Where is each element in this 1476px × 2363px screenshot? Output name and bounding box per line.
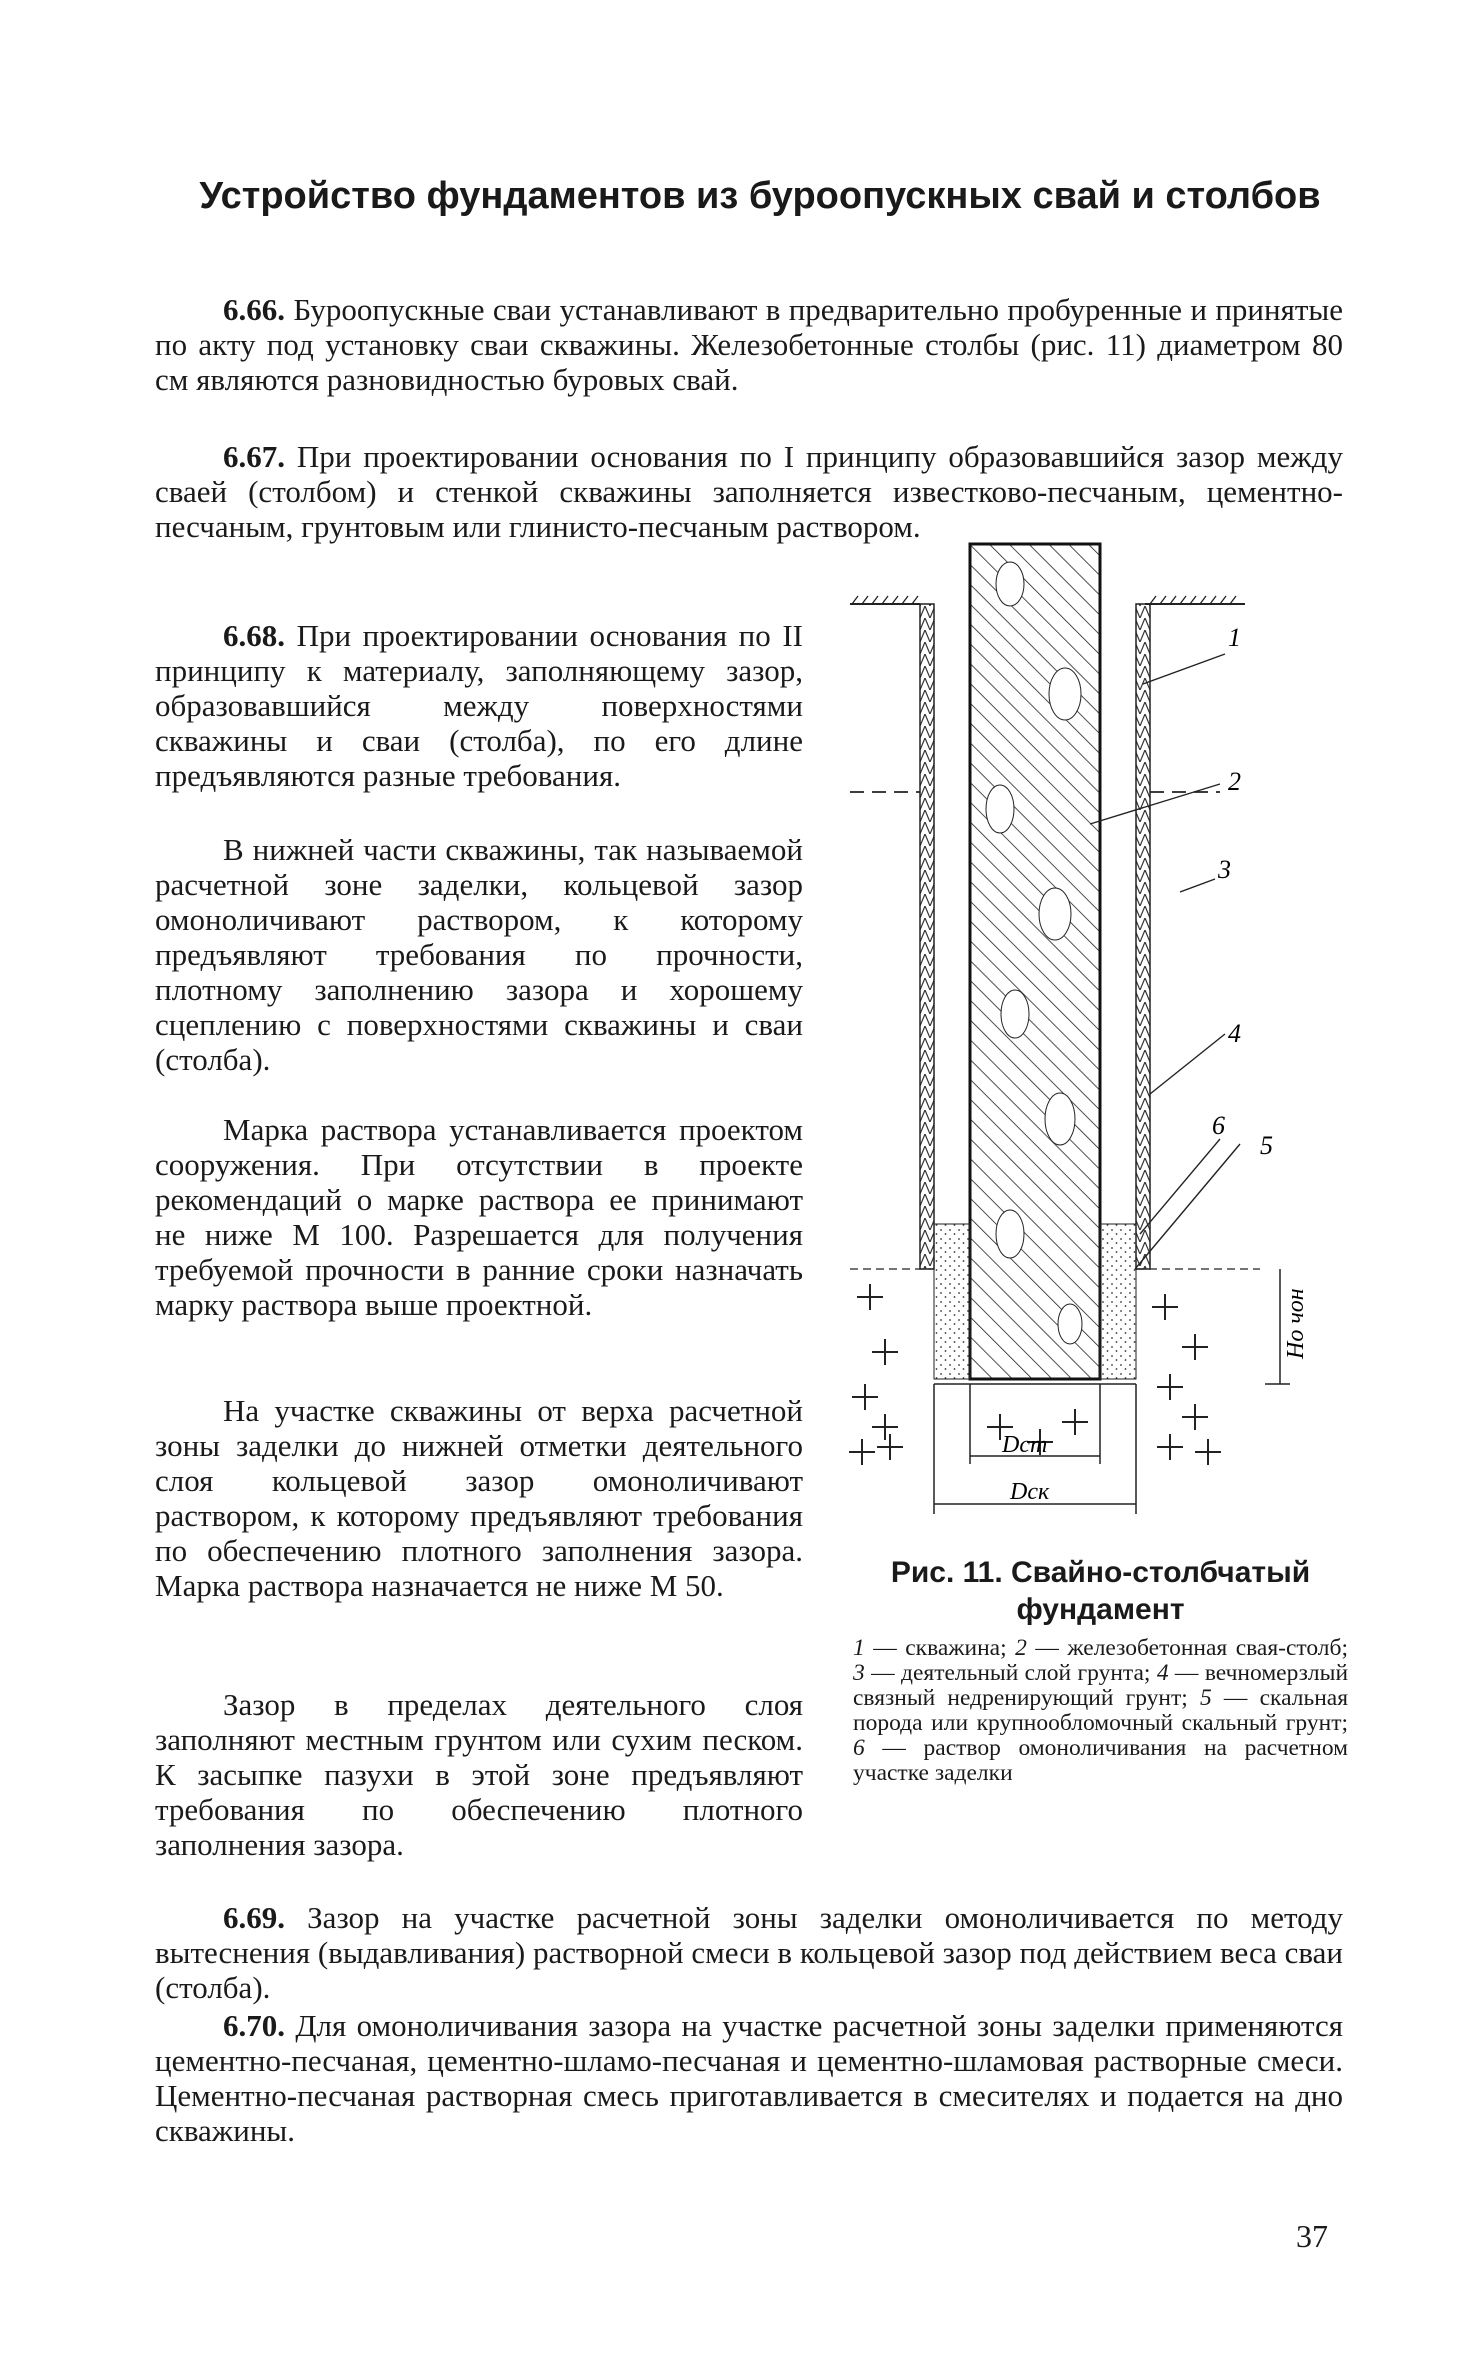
paragraph-text: Буроопускные сваи устанавливают в предварительно пробуренные и принятые по акту под установку сваи скважины. Железобетонные столбы (рис. 11) диаметром 80 см являются разновидностью буровых свай.	[155, 292, 1344, 397]
dim-column-diameter: Dст	[1002, 1432, 1048, 1458]
legend-number: 2	[1015, 1635, 1027, 1661]
legend-text: деятельный слой грунта;	[901, 1660, 1151, 1686]
paragraph-number: 6.66.	[223, 292, 285, 327]
dim-well-diameter: Dск	[1010, 1479, 1050, 1505]
legend-number: 6	[853, 1735, 865, 1761]
paragraph-6-69	[155, 1900, 1343, 2005]
legend-text: вечномерзлый связный недренирующий грунт;	[853, 1660, 1349, 1711]
paragraph-mortar-grade: Марка раствора устанавливается проектом сооружения. При отсутствии в проекте рекомендаций о марке раствора ее принимают не ниже М 100. Разрешается для получения требуемой прочности в ранние сроки назначать марку раствора выше проектной.	[155, 1112, 803, 1322]
callout-3: 3	[1218, 855, 1231, 884]
paragraph-6-70	[155, 2008, 1343, 2148]
paragraph-text: При проектировании основания по I принципу образовавшийся зазор между сваей (столбом) и стенкой скважины заполняется известково-песчаным, цементно-песчаным, грунтовым или глинисто-песчаным раствором.	[155, 439, 1343, 544]
paragraph-section: На участке скважины от верха расчетной зоны заделки до нижней отметки деятельного слоя кольцевой зазор омоноличивают раствором, к которому предъявляют требования по обеспечению плотного заполнения зазора. Марка раствора назначается не ниже М 50.	[155, 1393, 803, 1603]
legend-number: 3	[853, 1660, 865, 1686]
grout-right	[1100, 1224, 1136, 1379]
leader-lines	[1090, 654, 1240, 1269]
paragraph-gap: Зазор в пределах деятельного слоя заполняют местным грунтом или сухим песком. К засыпке пазухи в этой зоне предъявляют требования по обеспечению плотного заполнения зазора.	[155, 1687, 803, 1862]
paragraph-text: При проектировании основания по II принципу к материалу, заполняющему зазор, образовавшийся между поверхностями скважины и сваи (столба), по его длине предъявляются разные требования.	[155, 618, 803, 793]
legend-number: 5	[1200, 1685, 1212, 1711]
page-number: 37	[1296, 2218, 1328, 2254]
paragraph-6-66	[155, 292, 1343, 397]
grout-left	[934, 1224, 970, 1379]
legend-number: 4	[1156, 1660, 1169, 1686]
paragraph-number: 6.67.	[223, 439, 285, 474]
reinforced-concrete-column	[970, 544, 1100, 1379]
caption-title: Рис. 11. Свайно-столбчатый фундамент	[890, 1556, 1311, 1626]
legend-text: скальная порода или крупнообломочный скальный грунт;	[853, 1685, 1349, 1736]
legend-text: скважина;	[905, 1635, 1007, 1661]
pile-column-foundation-diagram	[840, 534, 1310, 1524]
callout-2: 2	[1228, 767, 1241, 796]
well-wall-right	[1136, 604, 1150, 1269]
well-wall-left	[920, 604, 934, 1269]
paragraph-6-68	[155, 618, 803, 793]
paragraph-6-67	[155, 439, 1343, 544]
legend-text: железобетонная свая-столб;	[1067, 1635, 1349, 1661]
callout-5: 5	[1260, 1131, 1273, 1160]
paragraph-text: Для омоноличивания зазора на участке расчетной зоны заделки применяются цементно-песчаная, цементно-шламо-песчаная и цементно-шламовая растворные смеси. Цементно-песчаная растворная смесь приготавливается в смесителях и подается на дно скважины.	[155, 2008, 1343, 2148]
dim-embedment-height: Hо чон	[1283, 1288, 1309, 1359]
section-title: Устройство фундаментов из буроопускных свай и столбов	[199, 175, 1321, 217]
paragraph-lower-zone: В нижней части скважины, так называемой расчетной зоне заделки, кольцевой зазор омоноличивают раствором, к которому предъявляют требования по прочности, плотному заполнению зазора и хорошему сцеплению с поверхностями скважины и сваи (столба).	[155, 832, 803, 1077]
callout-1: 1	[1228, 623, 1241, 652]
paragraph-number: 6.69.	[223, 1900, 285, 1935]
paragraph-text: Зазор на участке расчетной зоны заделки омоноличивается по методу вытеснения (выдавливания) растворной смеси в кольцевой зазор под действием веса сваи (столба).	[155, 1900, 1343, 2005]
paragraph-number: 6.68.	[223, 618, 285, 653]
paragraph-number: 6.70.	[223, 2008, 285, 2043]
callout-4: 4	[1228, 1019, 1241, 1048]
figure-legend: 1 — скважина; 2 — железобетонная свая-столб; 3 — деятельный слой грунта; 4 — вечномерзлый связный недренирующий грунт; 5 — скальная порода или крупнообломочный скальный грунт; 6 — раствор омоноличивания на расчетном участке заделки	[853, 1635, 1349, 1786]
figure-caption	[853, 1554, 1348, 1786]
callout-6: 6	[1212, 1111, 1225, 1140]
legend-number: 1	[853, 1635, 865, 1661]
legend-text: раствор омоноличивания на расчетном участке заделки	[853, 1735, 1348, 1786]
